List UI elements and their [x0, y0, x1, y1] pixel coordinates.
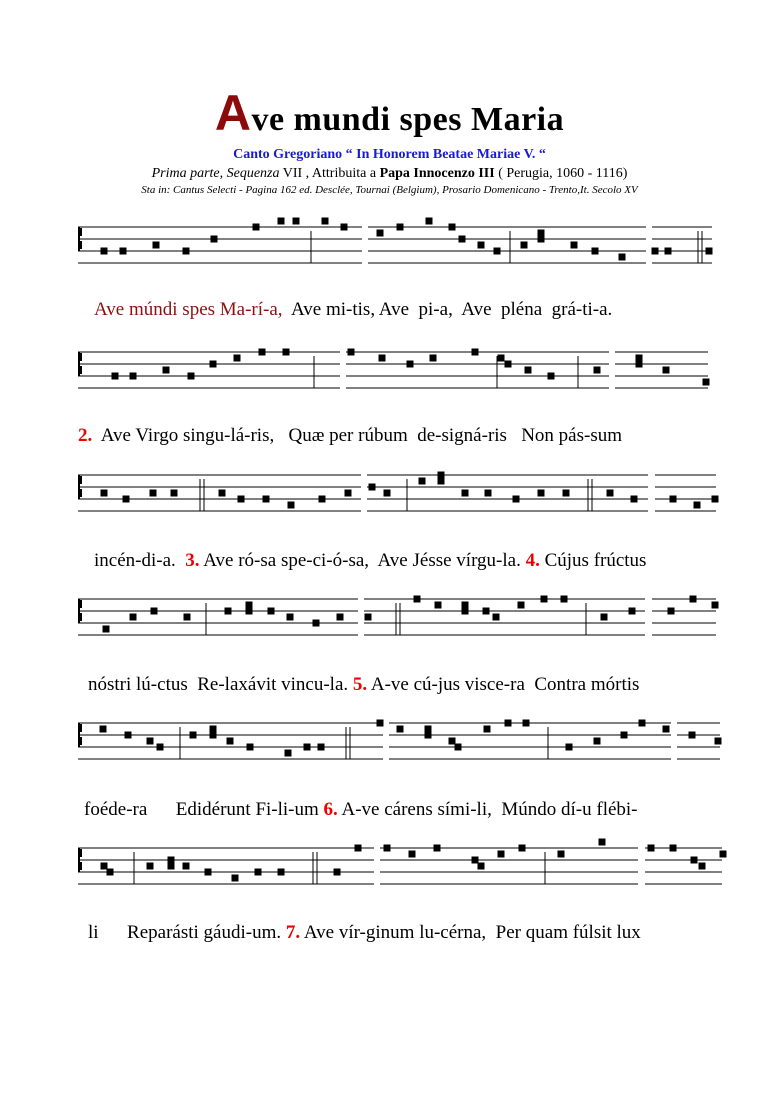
lyric-3a: incén-di-a. [94, 550, 186, 571]
info-dates: ( Perugia, 1060 - 1116) [494, 166, 628, 181]
lyric-line-6 [0, 922, 779, 944]
lyric-line-3 [0, 550, 779, 572]
lyric-5a: foéde-ra Edidérunt Fi-li-um [84, 799, 324, 820]
info-italic: Prima parte, Sequenza [151, 166, 280, 181]
lyric-1a: Ave múndi spes Ma-rí-a, [94, 299, 283, 320]
lyric-2: Ave Virgo singu-lá-ris, Quæ per rúbum de-signá-ris Non pás-sum [92, 425, 622, 446]
lyric-4b: A-ve cú-jus visce-ra Contra mórtis [367, 674, 640, 695]
lyric-3c: Cújus frúctus [539, 550, 647, 571]
lyric-5b: A-ve cárens sími-li, Múndo dí-u flébi- [337, 799, 638, 820]
lyric-6b: Ave vír-ginum lu-cérna, Per quam fúlsit lux [300, 922, 641, 943]
verse-number-3: 3. [185, 550, 200, 571]
info-sequence: VII , Attribuita a [279, 166, 380, 181]
lyric-line-1 [0, 299, 779, 321]
info-author: Papa Innocenzo III [379, 166, 495, 181]
lyric-line-2 [0, 425, 779, 447]
verse-number-6: 6. [323, 799, 338, 820]
title-initial: A [214, 85, 252, 141]
lyric-line-4 [0, 674, 779, 696]
lyric-3b: Ave ró-sa spe-ci-ó-sa, Ave Jésse vírgu-la. [199, 550, 526, 571]
lyric-line-5 [0, 799, 779, 821]
lyric-1b: Ave mi-tis, Ave pi-a, Ave pléna grá-ti-a. [282, 299, 613, 320]
lyric-6a: li Reparásti gáudi-um. [88, 922, 286, 943]
verse-number-2: 2. [78, 425, 93, 446]
lyric-4a: nóstri lú-ctus Re-laxávit vincu-la. [88, 674, 353, 695]
source-line: Sta in: Cantus Selecti - Pagina 162 ed. Desclée, Tournai (Belgium), Prosario Domenicano - Trento,It. Secolo XV [141, 184, 638, 196]
verse-number-7: 7. [285, 922, 301, 943]
title-rest: ve mundi spes Maria [251, 101, 565, 138]
verse-number-4: 4. [525, 550, 540, 571]
verse-number-5: 5. [352, 674, 368, 695]
subtitle: Canto Gregoriano “ In Honorem Beatae Mariae V. “ [233, 147, 546, 162]
